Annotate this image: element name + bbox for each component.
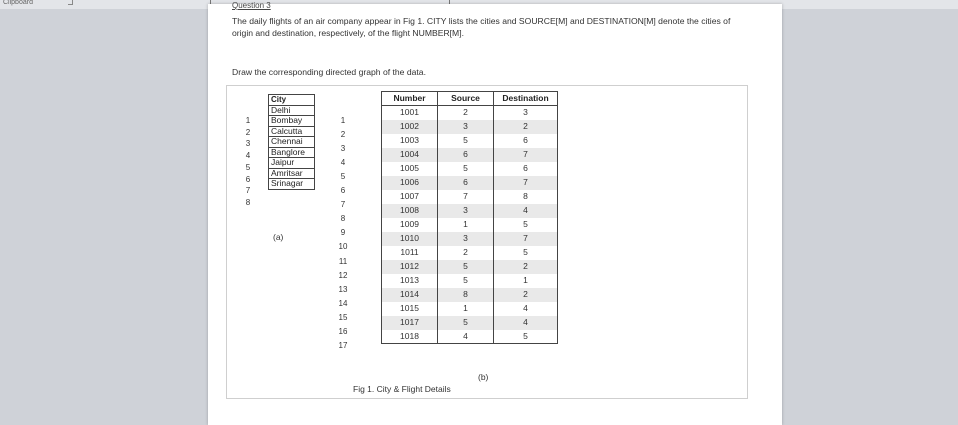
flight-row bbox=[382, 302, 558, 316]
flight-destination-cell: 4 bbox=[494, 302, 558, 316]
city-name-cell: Srinagar bbox=[269, 179, 315, 190]
flight-source-cell: 6 bbox=[438, 148, 494, 162]
flight-destination-cell: 5 bbox=[494, 218, 558, 232]
flight-row bbox=[382, 106, 558, 120]
flight-row-number: 16 bbox=[338, 326, 348, 336]
city-name-cell: Bombay bbox=[269, 116, 315, 127]
city-row-number: 7 bbox=[245, 186, 251, 196]
city-table bbox=[268, 94, 315, 190]
document-page bbox=[208, 1, 782, 425]
flight-source-cell: 3 bbox=[438, 232, 494, 246]
flight-row-number: 12 bbox=[338, 270, 348, 280]
flight-number-cell: 1003 bbox=[382, 134, 438, 148]
flight-number-cell: 1001 bbox=[382, 106, 438, 120]
figure-1 bbox=[226, 85, 748, 399]
flight-row-number: 1 bbox=[340, 116, 346, 125]
city-name-cell: Amritsar bbox=[269, 168, 315, 179]
flight-source-cell: 5 bbox=[438, 134, 494, 148]
flight-row-number: 7 bbox=[340, 200, 346, 210]
flight-row bbox=[382, 176, 558, 190]
flight-row bbox=[382, 232, 558, 246]
flight-number-cell: 1011 bbox=[382, 246, 438, 260]
flight-header-source: Source bbox=[438, 92, 494, 106]
flight-row bbox=[382, 204, 558, 218]
city-row bbox=[269, 158, 315, 169]
city-row-number: 6 bbox=[245, 174, 251, 184]
flight-row bbox=[382, 246, 558, 260]
flight-destination-cell: 7 bbox=[494, 176, 558, 190]
flight-row bbox=[382, 316, 558, 330]
flight-destination-cell: 3 bbox=[494, 106, 558, 120]
flight-number-cell: 1009 bbox=[382, 218, 438, 232]
city-row-number: 1 bbox=[245, 116, 251, 125]
city-name-cell: Banglore bbox=[269, 147, 315, 158]
flight-destination-cell: 6 bbox=[494, 162, 558, 176]
flight-destination-cell: 5 bbox=[494, 330, 558, 344]
flight-row-number: 14 bbox=[338, 298, 348, 308]
flight-row-number: 9 bbox=[340, 228, 346, 238]
flight-number-cell: 1013 bbox=[382, 274, 438, 288]
flight-destination-cell: 2 bbox=[494, 288, 558, 302]
flight-number-cell: 1018 bbox=[382, 330, 438, 344]
flight-number-cell: 1007 bbox=[382, 190, 438, 204]
flight-number-cell: 1006 bbox=[382, 176, 438, 190]
flight-row bbox=[382, 218, 558, 232]
city-row bbox=[269, 179, 315, 190]
city-row-number: 8 bbox=[245, 197, 251, 207]
city-row bbox=[269, 168, 315, 179]
flight-destination-cell: 2 bbox=[494, 260, 558, 274]
figure-caption: Fig 1. City & Flight Details bbox=[353, 384, 451, 394]
question-text: The daily flights of an air company appear in Fig 1. CITY lists the cities and SOURCE[M] and DESTINATION[M] denote the cities of origin and destination, respectively, of the flight NUMBER[M]. bbox=[232, 16, 731, 39]
flight-table-label: (b) bbox=[478, 372, 489, 382]
flight-number-cell: 1012 bbox=[382, 260, 438, 274]
flight-source-cell: 8 bbox=[438, 288, 494, 302]
flight-row bbox=[382, 134, 558, 148]
flight-header-number: Number bbox=[382, 92, 438, 106]
flight-row bbox=[382, 288, 558, 302]
flight-source-cell: 5 bbox=[438, 274, 494, 288]
flight-source-cell: 7 bbox=[438, 190, 494, 204]
flight-row bbox=[382, 260, 558, 274]
flight-row-number: 4 bbox=[340, 158, 346, 168]
flight-row-number: 3 bbox=[340, 144, 346, 154]
city-row bbox=[269, 116, 315, 127]
flight-row bbox=[382, 162, 558, 176]
flight-destination-cell: 2 bbox=[494, 120, 558, 134]
city-name-cell: Jaipur bbox=[269, 158, 315, 169]
flight-row-number: 2 bbox=[340, 130, 346, 140]
city-name-cell: Calcutta bbox=[269, 126, 315, 137]
flight-number-cell: 1008 bbox=[382, 204, 438, 218]
flight-destination-cell: 6 bbox=[494, 134, 558, 148]
city-row-number: 2 bbox=[245, 127, 251, 137]
flight-number-cell: 1002 bbox=[382, 120, 438, 134]
city-row bbox=[269, 105, 315, 116]
flight-source-cell: 5 bbox=[438, 162, 494, 176]
flight-source-cell: 2 bbox=[438, 106, 494, 120]
flight-row-number: 5 bbox=[340, 172, 346, 182]
clipboard-launcher-icon[interactable] bbox=[68, 0, 73, 5]
flight-destination-cell: 7 bbox=[494, 148, 558, 162]
flight-source-cell: 2 bbox=[438, 246, 494, 260]
flight-row-number: 11 bbox=[338, 256, 348, 266]
flight-header-destination: Destination bbox=[494, 92, 558, 106]
flight-row bbox=[382, 190, 558, 204]
flight-source-cell: 3 bbox=[438, 204, 494, 218]
flight-number-cell: 1015 bbox=[382, 302, 438, 316]
flight-row-number: 10 bbox=[338, 242, 348, 252]
flight-row bbox=[382, 120, 558, 134]
flight-source-cell: 5 bbox=[438, 260, 494, 274]
flight-number-cell: 1005 bbox=[382, 162, 438, 176]
flight-table bbox=[381, 91, 558, 344]
flight-destination-cell: 8 bbox=[494, 190, 558, 204]
flight-source-cell: 5 bbox=[438, 316, 494, 330]
city-row bbox=[269, 126, 315, 137]
flight-row-number: 15 bbox=[338, 312, 348, 322]
city-row bbox=[269, 137, 315, 148]
flight-row bbox=[382, 274, 558, 288]
flight-number-cell: 1014 bbox=[382, 288, 438, 302]
flight-source-cell: 6 bbox=[438, 176, 494, 190]
flight-number-cell: 1010 bbox=[382, 232, 438, 246]
city-name-cell: Chennai bbox=[269, 137, 315, 148]
flight-number-cell: 1004 bbox=[382, 148, 438, 162]
city-row-number: 5 bbox=[245, 162, 251, 172]
flight-destination-cell: 5 bbox=[494, 246, 558, 260]
flight-number-cell: 1017 bbox=[382, 316, 438, 330]
flight-destination-cell: 1 bbox=[494, 274, 558, 288]
city-table-header: City bbox=[269, 95, 315, 106]
flight-destination-cell: 4 bbox=[494, 316, 558, 330]
flight-destination-cell: 4 bbox=[494, 204, 558, 218]
flight-row bbox=[382, 148, 558, 162]
city-table-label: (a) bbox=[273, 232, 284, 242]
city-row-number: 4 bbox=[245, 151, 251, 161]
flight-destination-cell: 7 bbox=[494, 232, 558, 246]
flight-row-number: 8 bbox=[340, 214, 346, 224]
flight-row bbox=[382, 330, 558, 344]
city-name-cell: Delhi bbox=[269, 105, 315, 116]
flight-row-number: 17 bbox=[338, 340, 348, 350]
city-row bbox=[269, 147, 315, 158]
flight-row-number: 13 bbox=[338, 284, 348, 294]
question-heading: Question 3 bbox=[232, 1, 271, 10]
question-instruction: Draw the corresponding directed graph of the data. bbox=[232, 67, 426, 77]
flight-source-cell: 4 bbox=[438, 330, 494, 344]
flight-source-cell: 1 bbox=[438, 302, 494, 316]
flight-source-cell: 3 bbox=[438, 120, 494, 134]
city-row-number: 3 bbox=[245, 139, 251, 149]
flight-row-number: 6 bbox=[340, 186, 346, 196]
clipboard-group-label: Clipboard bbox=[3, 0, 33, 6]
flight-source-cell: 1 bbox=[438, 218, 494, 232]
